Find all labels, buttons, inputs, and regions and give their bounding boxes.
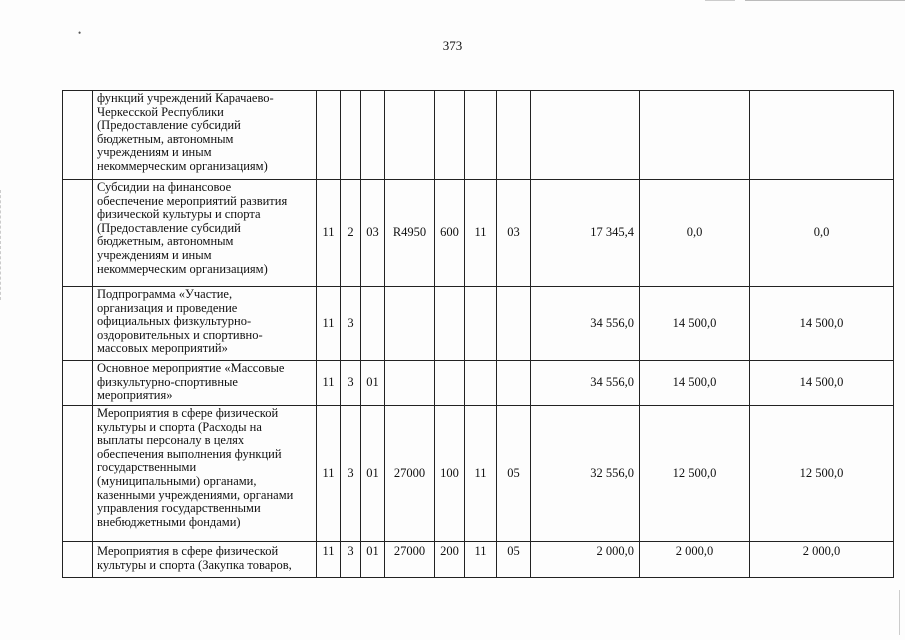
description-line: Черкесской Республики xyxy=(97,104,224,119)
amount-year-3-cell: 14 500,0 xyxy=(750,361,894,406)
description-line: казенными учреждениями, органами xyxy=(97,487,294,502)
description-line: массовых мероприятий» xyxy=(97,341,228,356)
description-cell xyxy=(93,180,317,287)
description-line: официальных физкультурно- xyxy=(97,314,252,329)
amount-year-3-cell xyxy=(750,91,894,180)
description-line: учреждениям и иным xyxy=(97,247,212,262)
table-row xyxy=(63,91,894,180)
amount-year-1-cell: 17 345,4 xyxy=(531,180,640,287)
scan-artifact xyxy=(0,190,2,300)
row-index-cell xyxy=(63,406,93,542)
table-row xyxy=(63,406,894,542)
subsection-code-cell: 01 xyxy=(361,542,385,578)
description-line: Субсидии на финансовое xyxy=(97,180,232,194)
description-line: государственными xyxy=(97,460,197,475)
target-code-cell xyxy=(385,361,435,406)
description-line: обеспечения выполнения функций xyxy=(97,446,282,461)
description-cell xyxy=(93,361,317,406)
description-line: культуры и спорта (Расходы на xyxy=(97,419,262,434)
program-code-cell xyxy=(465,361,497,406)
amount-year-1-cell xyxy=(531,91,640,180)
amount-year-2-cell: 0,0 xyxy=(640,180,750,287)
description-line: Подпрограмма «Участие, xyxy=(97,287,233,301)
row-index-cell xyxy=(63,542,93,578)
expense-type-code-cell: 100 xyxy=(435,406,465,542)
expense-type-code-cell xyxy=(435,91,465,180)
subprogram-code-cell xyxy=(497,91,531,180)
amount-year-2-cell: 14 500,0 xyxy=(640,361,750,406)
amount-year-3-cell: 2 000,0 xyxy=(750,542,894,578)
subprogram-code-cell: 05 xyxy=(497,406,531,542)
scan-artifact xyxy=(705,0,735,2)
subprogram-code-cell xyxy=(497,361,531,406)
description-line: выплаты персоналу в целях xyxy=(97,433,245,448)
subsection-code-cell: 01 xyxy=(361,361,385,406)
section-code-cell: 3 xyxy=(341,361,361,406)
ministry-code-cell xyxy=(317,91,341,180)
amount-year-1-cell: 2 000,0 xyxy=(531,542,640,578)
description-line: управления государственными xyxy=(97,501,261,516)
description-line: функций учреждений Карачаево- xyxy=(97,91,274,105)
table-row xyxy=(63,180,894,287)
target-code-cell: 27000 xyxy=(385,542,435,578)
amount-year-2-cell: 2 000,0 xyxy=(640,542,750,578)
expense-type-code-cell xyxy=(435,287,465,361)
subprogram-code-cell: 03 xyxy=(497,180,531,287)
description-line: (муниципальными) органами, xyxy=(97,473,257,488)
program-code-cell: 11 xyxy=(465,406,497,542)
budget-table xyxy=(62,90,894,578)
description-line: мероприятия» xyxy=(97,388,173,403)
amount-year-3-cell: 12 500,0 xyxy=(750,406,894,542)
description-line: внебюджетными фондами) xyxy=(97,514,241,529)
description-line: (Предоставление субсидий xyxy=(97,118,241,133)
section-code-cell xyxy=(341,91,361,180)
description-cell xyxy=(93,406,317,542)
description-line: обеспечение мероприятий развития xyxy=(97,193,288,208)
subsection-code-cell: 03 xyxy=(361,180,385,287)
subsection-code-cell: 01 xyxy=(361,406,385,542)
description-line: некоммерческим организациям) xyxy=(97,158,268,173)
amount-year-3-cell: 14 500,0 xyxy=(750,287,894,361)
description-line: физической культуры и спорта xyxy=(97,207,261,222)
amount-year-3-cell: 0,0 xyxy=(750,180,894,287)
scan-artifact xyxy=(745,0,905,2)
ministry-code-cell: 11 xyxy=(317,406,341,542)
row-index-cell xyxy=(63,287,93,361)
description-line: бюджетным, автономным xyxy=(97,131,234,146)
amount-year-1-cell: 34 556,0 xyxy=(531,287,640,361)
target-code-cell: R4950 xyxy=(385,180,435,287)
amount-year-1-cell: 34 556,0 xyxy=(531,361,640,406)
section-code-cell: 3 xyxy=(341,406,361,542)
subsection-code-cell xyxy=(361,91,385,180)
target-code-cell: 27000 xyxy=(385,406,435,542)
expense-type-code-cell: 200 xyxy=(435,542,465,578)
description-cell xyxy=(93,542,317,578)
expense-type-code-cell: 600 xyxy=(435,180,465,287)
program-code-cell: 11 xyxy=(465,180,497,287)
table-row xyxy=(63,287,894,361)
description-line: бюджетным, автономным xyxy=(97,234,234,249)
table-row xyxy=(63,361,894,406)
ministry-code-cell: 11 xyxy=(317,287,341,361)
ministry-code-cell: 11 xyxy=(317,180,341,287)
description-line: Основное мероприятие «Массовые xyxy=(97,361,285,375)
description-line: некоммерческим организациям) xyxy=(97,261,268,276)
program-code-cell xyxy=(465,91,497,180)
scan-artifact: • xyxy=(78,28,82,38)
description-line: физкультурно-спортивные xyxy=(97,374,238,389)
program-code-cell xyxy=(465,287,497,361)
target-code-cell xyxy=(385,91,435,180)
subprogram-code-cell xyxy=(497,287,531,361)
row-index-cell xyxy=(63,361,93,406)
scan-artifact xyxy=(899,590,901,635)
description-cell xyxy=(93,91,317,180)
target-code-cell xyxy=(385,287,435,361)
program-code-cell: 11 xyxy=(465,542,497,578)
table-row xyxy=(63,542,894,578)
row-index-cell xyxy=(63,91,93,180)
description-line: культуры и спорта (Закупка товаров, xyxy=(97,557,292,572)
description-line: Мероприятия в сфере физической xyxy=(97,406,279,420)
subprogram-code-cell: 05 xyxy=(497,542,531,578)
page-number: 373 xyxy=(442,38,463,53)
section-code-cell: 3 xyxy=(341,542,361,578)
description-cell xyxy=(93,287,317,361)
ministry-code-cell: 11 xyxy=(317,542,341,578)
amount-year-1-cell: 32 556,0 xyxy=(531,406,640,542)
expense-type-code-cell xyxy=(435,361,465,406)
ministry-code-cell: 11 xyxy=(317,361,341,406)
description-line: организация и проведение xyxy=(97,300,238,315)
row-index-cell xyxy=(63,180,93,287)
amount-year-2-cell: 14 500,0 xyxy=(640,287,750,361)
description-line: учреждениям и иным xyxy=(97,145,212,160)
subsection-code-cell xyxy=(361,287,385,361)
amount-year-2-cell xyxy=(640,91,750,180)
section-code-cell: 2 xyxy=(341,180,361,287)
description-line: Мероприятия в сфере физической xyxy=(97,544,279,558)
section-code-cell: 3 xyxy=(341,287,361,361)
description-line: (Предоставление субсидий xyxy=(97,220,241,235)
description-line: оздоровительных и спортивно- xyxy=(97,327,263,342)
amount-year-2-cell: 12 500,0 xyxy=(640,406,750,542)
